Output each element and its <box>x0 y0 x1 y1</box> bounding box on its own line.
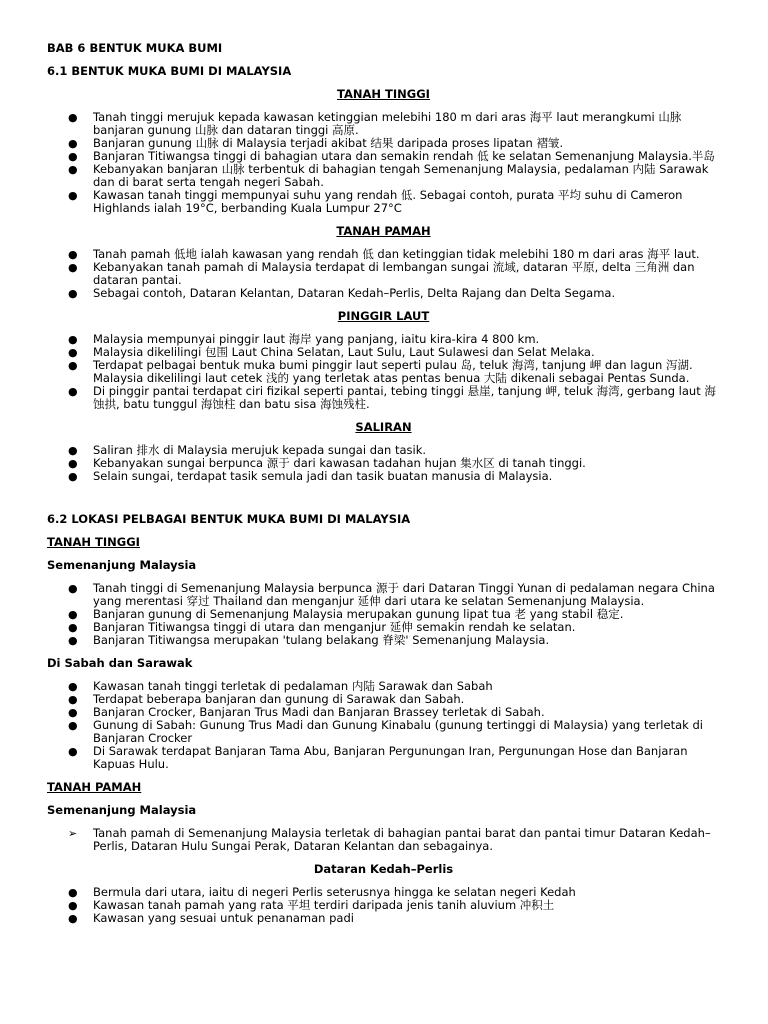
list-item <box>47 470 720 483</box>
bullet-icon: ● <box>68 745 78 758</box>
kedah-perlis-list <box>47 886 720 925</box>
bullet-icon: ● <box>68 248 78 261</box>
bullet-icon: ● <box>68 680 78 693</box>
bullet-icon: ● <box>68 333 78 346</box>
bullet-icon: ● <box>68 359 78 372</box>
list-item-text: Tanah tinggi merujuk kepada kawasan ketinggian melebihi 180 m dari aras 海平 laut merangkumi 山脉 banjaran gunung 山脉 dan dataran tinggi 高原. <box>93 110 682 137</box>
list-item <box>47 189 720 215</box>
list-item <box>47 827 720 853</box>
list-item-text: Terdapat pelbagai bentuk muka bumi pinggir laut seperti pulau 岛, teluk 海湾, tanjung 岬 dan lagun 泻湖. Malaysia dikelilingi laut cetek 浅的 yang terletak atas pentas benua 大陆 dikenali sebagai Pentas Sunda. <box>93 358 693 385</box>
list-item-text: Kawasan tanah tinggi terletak di pedalaman 内陆 Sarawak dan Sabah <box>93 679 493 693</box>
bullet-icon: ● <box>68 385 78 398</box>
list-item <box>47 745 720 771</box>
saliran-list <box>47 444 720 483</box>
list-item-text: Malaysia mempunyai pinggir laut 海岸 yang panjang, iaitu kira-kira 4 800 km. <box>93 332 540 346</box>
list-item-text: Gunung di Sabah: Gunung Trus Madi dan Gunung Kinabalu (gunung tertinggi di Malaysia) yang terletak di Banjaran Crocker <box>93 718 703 745</box>
list-item-text: Banjaran Titiwangsa merupakan 'tulang belakang 脊梁' Semenanjung Malaysia. <box>93 633 550 647</box>
list-item <box>47 719 720 745</box>
semenanjung-list <box>47 582 720 647</box>
list-item-text: Banjaran Titiwangsa tinggi di utara dan menganjur 延伸 semakin rendah ke selatan. <box>93 620 576 634</box>
list-item <box>47 261 720 287</box>
list-item-text: Kawasan yang sesuai untuk penanaman padi <box>93 911 354 925</box>
bullet-icon: ● <box>68 444 78 457</box>
sabah-sarawak-list <box>47 680 720 771</box>
list-item-text: Kebanyakan sungai berpunca 源于 dari kawasan tadahan hujan 集水区 di tanah tinggi. <box>93 456 586 470</box>
bullet-icon: ● <box>68 706 78 719</box>
list-item-text: Kebanyakan banjaran 山脉 terbentuk di bahagian tengah Semenanjung Malaysia, pedalaman 内陆 Sarawak dan di barat serta tengah negeri Sabah. <box>93 162 709 189</box>
bullet-icon: ● <box>68 261 78 274</box>
bullet-icon: ● <box>68 470 78 483</box>
list-item-text: Kawasan tanah tinggi mempunyai suhu yang rendah 低. Sebagai contoh, purata 平均 suhu di Cameron Highlands ialah 19°C, berbanding Kuala Lumpur 27°C <box>93 188 683 215</box>
pinggir-laut-list <box>47 333 720 411</box>
bullet-icon: ● <box>68 457 78 470</box>
bullet-icon: ● <box>68 582 78 595</box>
bullet-icon: ● <box>68 111 78 124</box>
pinggir-laut-heading: PINGGIR LAUT <box>337 309 430 323</box>
list-item <box>47 582 720 608</box>
list-item-text: Malaysia dikelilingi 包围 Laut China Selatan, Laut Sulu, Laut Sulawesi dan Selat Melaka. <box>93 345 595 359</box>
list-item-text: Bermula dari utara, iaitu di negeri Perlis seterusnya hingga ke selatan negeri Kedah <box>93 885 576 899</box>
bullet-icon: ● <box>68 621 78 634</box>
list-item <box>47 287 720 300</box>
semenanjung-heading: Semenanjung Malaysia <box>47 558 197 572</box>
bullet-icon: ● <box>68 693 78 706</box>
saliran-heading: SALIRAN <box>355 420 412 434</box>
list-item-text: Saliran 排水 di Malaysia merujuk kepada sungai dan tasik. <box>93 443 427 457</box>
section-6-1-heading: 6.1 BENTUK MUKA BUMI DI MALAYSIA <box>47 64 292 78</box>
tanah-tinggi-list <box>47 111 720 215</box>
bullet-icon: ● <box>68 719 78 732</box>
list-item-text: Kawasan tanah pamah yang rata 平坦 terdiri daripada jenis tanih aluvium 冲积土 <box>93 898 555 912</box>
semenanjung-pamah-heading: Semenanjung Malaysia <box>47 803 197 817</box>
tanah-tinggi-heading: TANAH TINGGI <box>337 87 430 101</box>
tanah-pamah-list <box>47 248 720 300</box>
tanah-pamah-heading: TANAH PAMAH <box>336 224 431 238</box>
list-item-text: Banjaran Titiwangsa tinggi di bahagian utara dan semakin rendah 低 ke selatan Semenanjung Malaysia.半岛 <box>93 149 715 163</box>
kedah-perlis-heading: Dataran Kedah–Perlis <box>313 862 454 876</box>
bullet-icon: ● <box>68 287 78 300</box>
bullet-icon: ● <box>68 346 78 359</box>
bullet-icon: ● <box>68 189 78 202</box>
list-item-text: Banjaran Crocker, Banjaran Trus Madi dan Banjaran Brassey terletak di Sabah. <box>93 705 545 719</box>
list-item <box>47 163 720 189</box>
bullet-icon: ● <box>68 886 78 899</box>
list-item-text: Kebanyakan tanah pamah di Malaysia terdapat di lembangan sungai 流域, dataran 平原, delta 三角洲 dan dataran pantai. <box>93 260 695 287</box>
bullet-icon: ● <box>68 912 78 925</box>
list-item <box>47 359 720 385</box>
list-item-text: Tanah pamah 低地 ialah kawasan yang rendah 低 dan ketinggian tidak melebihi 180 m dari aras 海平 laut. <box>93 247 700 261</box>
list-item-text: Tanah tinggi di Semenanjung Malaysia berpunca 源于 dari Dataran Tinggi Yunan di pedalaman negara China yang merentasi 穿过 Thailand dan menganjur 延伸 dari utara ke selatan Semenanjung Malaysia. <box>93 581 715 608</box>
arrow-list <box>47 827 720 853</box>
sabah-sarawak-heading: Di Sabah dan Sarawak <box>47 656 193 670</box>
bullet-icon: ● <box>68 608 78 621</box>
arrow-bullet-icon: ➢ <box>68 827 78 840</box>
list-item <box>47 912 720 925</box>
bullet-icon: ● <box>68 899 78 912</box>
list-item-text: Banjaran gunung 山脉 di Malaysia terjadi akibat 结果 daripada proses lipatan 褶皱. <box>93 136 564 150</box>
list-item-text: Terdapat beberapa banjaran dan gunung di Sarawak dan Sabah. <box>93 692 465 706</box>
list-item-text: Sebagai contoh, Dataran Kelantan, Dataran Kedah–Perlis, Delta Rajang dan Delta Segama. <box>93 286 616 300</box>
chapter-title: BAB 6 BENTUK MUKA BUMI <box>47 41 223 55</box>
list-item-text: Di pinggir pantai terdapat ciri fizikal seperti pantai, tebing tinggi 悬崖, tanjung 岬, teluk 海湾, gerbang laut 海蚀拱, batu tunggul 海蚀柱 dan batu sisa 海蚀残柱. <box>93 384 716 411</box>
bullet-icon: ● <box>68 634 78 647</box>
bullet-icon: ● <box>68 163 78 176</box>
list-item <box>47 634 720 647</box>
list-item-text: Tanah pamah di Semenanjung Malaysia terletak di bahagian pantai barat dan pantai timur Dataran Kedah–Perlis, Dataran Hulu Sungai Perak, Dataran Kelantan dan sebagainya. <box>93 826 711 853</box>
lokasi-tanah-tinggi-heading: TANAH TINGGI <box>47 535 140 549</box>
list-item-text: Selain sungai, terdapat tasik semula jadi dan tasik buatan manusia di Malaysia. <box>93 469 553 483</box>
list-item <box>47 111 720 137</box>
bullet-icon: ● <box>68 150 78 163</box>
list-item <box>47 385 720 411</box>
list-item-text: Di Sarawak terdapat Banjaran Tama Abu, Banjaran Pergunungan Iran, Pergunungan Hose dan Banjaran Kapuas Hulu. <box>93 744 688 771</box>
bullet-icon: ● <box>68 137 78 150</box>
section-6-2-heading: 6.2 LOKASI PELBAGAI BENTUK MUKA BUMI DI MALAYSIA <box>47 512 411 526</box>
list-item-text: Banjaran gunung di Semenanjung Malaysia merupakan gunung lipat tua 老 yang stabil 稳定. <box>93 607 624 621</box>
lokasi-tanah-pamah-heading: TANAH PAMAH <box>47 780 142 794</box>
